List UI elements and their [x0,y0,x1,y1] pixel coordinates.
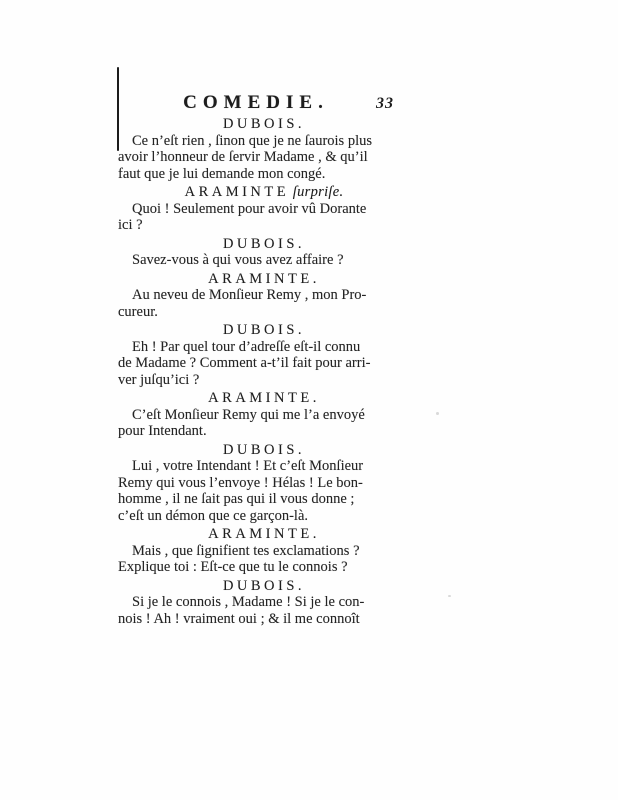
speaker-name: ARAMINTE. [208,270,320,287]
dialogue-line: homme , il ne ſait pas qui il vous donne ; [118,491,355,507]
dialogue-line: ici ? [118,217,143,233]
dialogue-line: ver juſqu’ici ? [118,371,200,388]
speaker-name: DUBOIS. [222,322,306,338]
speaker-heading [118,526,410,543]
speaker-name: ARAMINTE. [208,390,320,406]
dialogue-line: Si je le connois , Madame ! Si je le con- [132,594,365,610]
dialogue-line: Explique toi : Eſt-ce que tu le connois ? [118,559,348,575]
page-content [118,92,410,627]
speaker-heading [118,322,410,339]
dialogue-line: de Madame ? Comment a-t’il fait pour arri- [118,355,371,371]
speaker-heading [118,442,410,459]
speaker-heading [118,578,410,595]
speaker-name: ARAMINTE. [208,526,320,542]
dialogue-line: avoir l’honneur de ſervir Madame , & qu’il [118,149,368,165]
speaker-heading [118,390,410,407]
dialogue-line: C’eſt Monſieur Remy qui me l’a envoyé [132,406,365,423]
dialogue-line: Ce n’eſt rien , ſinon que je ne ſaurois plus [132,132,373,149]
dialogue-line: Mais , que ſignifient tes exclamations ? [132,542,360,559]
dialogue-line: Eh ! Par quel tour d’adreſſe eſt-il connu [132,338,361,355]
speaker-name: DUBOIS. [222,441,306,458]
speaker-name: DUBOIS. [222,577,306,594]
scan-speck [436,412,439,415]
dialogue-line: pour Intendant. [118,423,207,439]
dialogue-line: Au neveu de Monſieur Remy , mon Pro- [132,287,367,303]
play-dialogue [118,116,410,627]
running-header [118,92,410,114]
dialogue-line: Quoi ! Seulement pour avoir vû Dorante [132,200,367,217]
speaker-name: DUBOIS. [222,235,306,252]
speaker-heading [118,184,410,201]
scan-speck [448,595,451,597]
dialogue-line: faut que je lui demande mon congé. [118,165,326,182]
stage-direction: ſurpriſe. [292,184,344,200]
dialogue-line: Savez-vous à qui vous avez affaire ? [132,252,344,268]
page-number: 33 [376,95,394,112]
dialogue-line: Remy qui vous l’envoye ! Hélas ! Le bon- [118,474,363,491]
speaker-name: DUBOIS. [222,116,306,132]
dialogue-line: nois ! Ah ! vraiment oui ; & il me connoît [118,610,360,627]
speaker-heading [118,271,410,288]
dialogue-line: cureur. [118,303,158,320]
speaker-heading [118,236,410,253]
dialogue-line: Lui , votre Intendant ! Et c’eſt Monſieur [132,458,364,474]
speaker-heading [118,116,410,133]
dialogue-line: c’eſt un démon que ce garçon-là. [118,507,309,524]
speaker-name: ARAMINTE [184,184,290,200]
running-header-title: COMEDIE. [183,92,329,113]
